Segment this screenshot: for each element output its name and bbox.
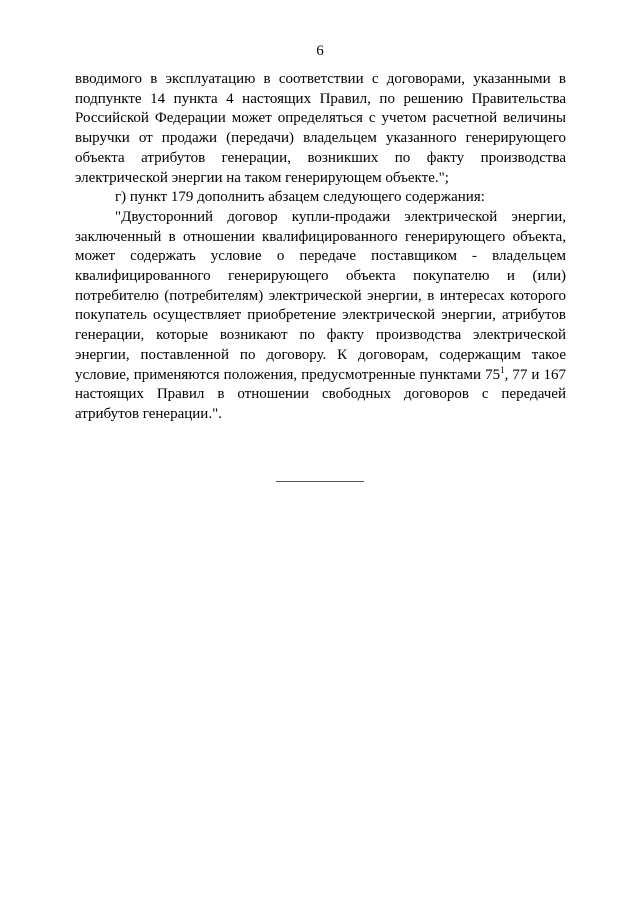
quoted-text-main: "Двусторонний договор купли-продажи электрической энергии, заключенный в отношении квалифицированного генерирующего объекта, может содержать условие о передаче поставщиком - владельцем квалифицированного генерирующего объекта покупателю и (или) потребителю (потребителям) электрической энергии, в интересах которого покупатель осуществляет приобретение электрической энергии, атрибутов генерации, которые возникают по факту производства электрической энергии, поставленной по договору. К договорам, содержащим такое условие, применяются положения, предусмотренные пунктами 75 <box>75 208 566 383</box>
document-body <box>75 70 566 425</box>
paragraph-subitem-g: г) пункт 179 дополнить абзацем следующего содержания: <box>115 189 485 206</box>
superscript-index: 1 <box>500 364 505 375</box>
quoted-text-end: , 77 и 167 настоящих Правил в отношении свободных договоров с передачей атрибутов генерации.". <box>75 366 566 422</box>
end-of-text-rule <box>276 481 364 482</box>
paragraph-continuation: вводимого в эксплуатацию в соответствии с договорами, указанными в подпункте 14 пункта 4 настоящих Правил, по решению Правительства Российской Федерации может определяться с учетом расчетной величины выручки от продажи (передачи) владельцем указанного генерирующего объекта атрибутов генерации, возникших по факту производства электрической энергии на таком генерирующем объекте."; <box>75 71 566 186</box>
paragraph-quoted-addition <box>75 208 566 425</box>
page-number: 6 <box>316 43 324 59</box>
